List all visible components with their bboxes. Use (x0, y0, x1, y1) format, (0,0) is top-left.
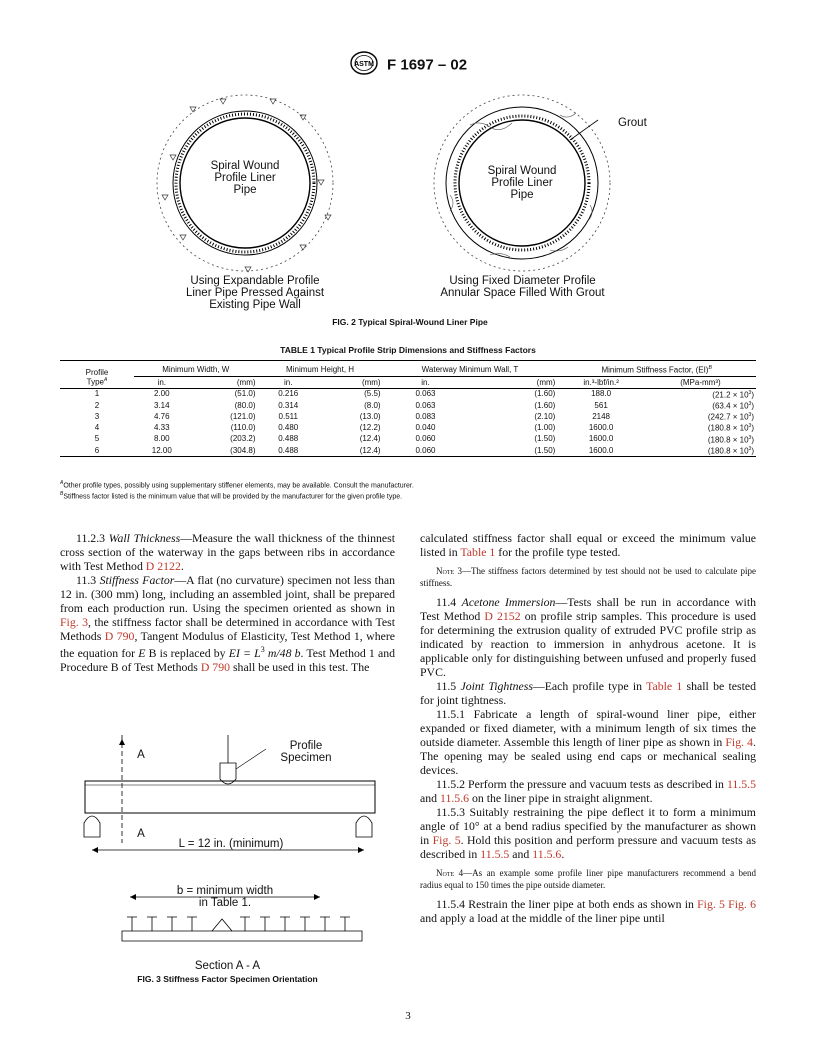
unit-header: in. (383, 376, 469, 388)
table-cell: (13.0) (359, 411, 381, 421)
figure-2 (150, 85, 670, 335)
table-cell: 0.040 (415, 423, 436, 433)
figure-3-a-top: A (137, 749, 145, 761)
table-cell: 1600.0 (557, 445, 645, 457)
table-cell: (110.0) (230, 423, 256, 433)
unit-header: in. (134, 376, 190, 388)
table-cell: 0.063 (415, 400, 436, 410)
table-cell: 1 (94, 389, 100, 399)
profile-type-header: Profile Type$^A$ (60, 361, 134, 389)
unit-header: in. (258, 376, 319, 388)
link-11-5-5[interactable]: 11.5.5 (726, 777, 756, 791)
table-cell: (12.2) (359, 423, 381, 433)
standard-designation: F 1697 – 02 (387, 56, 468, 74)
table-row (60, 434, 756, 445)
note-3: Note 3—The stiffness factors determined by test should not be used to calculate pipe stiffness. (420, 566, 756, 588)
figure-2-right-caption: Using Fixed Diameter Profile Annular Space Filled With Grout (440, 275, 605, 299)
figure-2-left-caption: Using Expandable Profile Liner Pipe Pressed Against Existing Pipe Wall (185, 275, 325, 311)
table-cell: (203.2) (230, 434, 256, 444)
table-cell: $(242.7 \times 10^3)$ (707, 412, 754, 422)
para-11-5-4: 11.5.4 Restrain the liner pipe at both ends as shown in Fig. 5 Fig. 6 and apply a load at the middle of the liner pipe until (420, 897, 756, 925)
table-cell: 2.00 (154, 389, 170, 399)
table-1-title: TABLE 1 Typical Profile Strip Dimensions and Stiffness Factors (280, 345, 536, 355)
note-4: Note 4—As an example some profile liner pipe manufacturers recommend a bend radius equal to 150 times the pipe outside diameter. (420, 868, 757, 890)
table-cell: 0.060 (415, 434, 436, 444)
link-d2152[interactable]: D 2152 (484, 609, 521, 623)
table-cell: $(21.2 \times 10^3)$ (712, 389, 754, 400)
footnote-a: $^A$Other profile types, possibly using supplementary stiffener elements, may be available. Consult the manufacturer. (60, 480, 414, 490)
table-cell: 188.0 (591, 389, 612, 399)
unit-header: (mm) (190, 376, 258, 388)
figure-2-left-label: Spiral Wound Profile Liner Pipe (210, 160, 280, 196)
table-row (60, 422, 756, 433)
table-cell: 0.083 (415, 411, 436, 421)
table-cell: $(180.8 \times 10^3)$ (707, 434, 754, 445)
table-cell: (1.60) (534, 400, 556, 410)
table-cell: 4.76 (154, 411, 170, 421)
table-cell: 0.314 (278, 400, 299, 410)
table-cell: $(180.8 \times 10^3)$ (645, 445, 756, 457)
figure-3-section-label: Section A - A (194, 960, 261, 972)
table-row (60, 445, 756, 457)
table-cell: 8.00 (154, 434, 170, 444)
table-cell: (121.0) (230, 411, 256, 421)
figure-3-length-label: L = 12 in. (minimum) (178, 838, 284, 850)
table-row (60, 388, 756, 400)
figure-2-grout-label: Grout (618, 117, 647, 129)
link-fig-6[interactable]: Fig. 6 (728, 897, 756, 911)
table-cell: 3.14 (154, 400, 170, 410)
table-cell: (1.50) (534, 434, 556, 444)
unit-header: (mm) (468, 376, 557, 388)
footnote-b: $^B$Stiffness factor listed is the minimum value that will be provided by the manufacturer for the given profile type. (60, 491, 403, 501)
table-cell: 4 (94, 423, 100, 433)
figure-3 (60, 735, 395, 990)
figure-2-caption: FIG. 2 Typical Spiral-Wound Liner Pipe (332, 317, 488, 327)
table-cell: 0.480 (278, 423, 299, 433)
table-cell: $(63.4 \times 10^3)$ (712, 400, 754, 411)
table-cell: (12.4) (319, 445, 383, 457)
link-table-1[interactable]: Table 1 (646, 679, 683, 693)
group-stiffness: Minimum Stiffness Factor, (EI)$^B$ (557, 361, 756, 377)
table-cell: (51.0) (234, 389, 256, 399)
table-cell: 0.488 (258, 445, 319, 457)
table-cell: 3 (94, 411, 100, 421)
figure-2-right-label: Spiral Wound Profile Liner Pipe (487, 165, 557, 201)
figure-3-profile-label: Profile Specimen (280, 740, 332, 764)
table-cell: (12.4) (359, 434, 381, 444)
table-cell: 5 (94, 434, 100, 444)
para-11-5-3: 11.5.3 Suitably restraining the pipe deflect it to form a minimum angle of 10° at a bend radius specified by the manufacturer as shown in Fig. 5. Hold this position and perform pressure and vacuum tests as described in 11.5.5 and 11.5.6. (420, 805, 756, 861)
group-height: Minimum Height, H (258, 361, 383, 377)
table-cell: 0.060 (383, 445, 469, 457)
para-11-2-3: 11.2.3 Wall Thickness—Measure the wall thickness of the thinnest cross section of the waterway in the gaps between ribs in accordance with Test Method D 2122. (60, 531, 396, 573)
table-cell: 1600.0 (588, 423, 614, 433)
svg-text:ASTM: ASTM (353, 60, 374, 68)
link-d2122[interactable]: D 2122 (145, 559, 181, 573)
group-wall: Waterway Minimum Wall, T (383, 361, 558, 377)
table-cell: (2.10) (534, 411, 556, 421)
page-number: 3 (405, 1010, 411, 1022)
para-11-5: 11.5 Joint Tightness—Each profile type in Table 1 shall be tested for joint tightness. (420, 679, 757, 707)
table-cell: (80.0) (234, 400, 256, 410)
link-fig-3[interactable]: Fig. 3 (60, 615, 88, 629)
para-11-5-2: 11.5.2 Perform the pressure and vacuum tests as described in 11.5.5 and 11.5.6 on the liner pipe in straight alignment. (420, 777, 756, 805)
link-11-5-5[interactable]: 11.5.5 (480, 847, 510, 861)
table-cell: 561 (594, 400, 608, 410)
table-cell: (5.5) (364, 389, 381, 399)
table-cell: 0.216 (278, 389, 299, 399)
link-fig-5[interactable]: Fig. 5 (432, 833, 461, 847)
page-header (0, 50, 816, 80)
table-cell: 0.488 (278, 434, 299, 444)
table-cell: 6 (60, 445, 134, 457)
table-cell: 0.511 (278, 411, 298, 421)
link-d790[interactable]: D 790 (104, 629, 135, 643)
unit-header: in.³-lbf/in.² (557, 376, 645, 388)
table-row (60, 400, 756, 411)
table-cell: 2148 (592, 411, 610, 421)
group-width: Minimum Width, W (134, 361, 258, 377)
unit-header: (MPa-mm³) (645, 376, 756, 388)
table-cell: (304.8) (190, 445, 258, 457)
table-cell: (1.50) (468, 445, 557, 457)
table-cell: (1.60) (534, 389, 556, 399)
table-cell: $(180.8 \times 10^3)$ (707, 423, 754, 434)
link-table-1[interactable]: Table 1 (460, 545, 496, 559)
right-column-text (420, 531, 756, 925)
para-11-3: 11.3 Stiffness Factor—A flat (no curvature) specimen not less than 12 in. (300 mm) long, including an assembled joint, shall be prepared from each production run. Using the specimen oriented as shown in Fig. 3, the stiffness factor shall be determined in accordance with Test Methods D 790, Tangent Modulus of Elasticity, Test Method 1, where the equation for E B is replaced by EI = $L^3$ m/48 b. Test Method 1 and Procedure B of Test Methods D 790 shall be used in this test. The (60, 573, 396, 674)
link-fig-4[interactable]: Fig. 4 (725, 735, 754, 749)
link-fig-5[interactable]: Fig. 5 (697, 897, 725, 911)
figure-3-a-bottom: A (137, 828, 145, 840)
link-11-5-6[interactable]: 11.5.6 (439, 791, 470, 805)
table-cell: (1.00) (534, 423, 556, 433)
para-continued: calculated stiffness factor shall equal or exceed the minimum value listed in Table 1 for the profile type tested. (420, 531, 756, 559)
astm-logo (349, 50, 379, 80)
table-1-footnotes (60, 479, 756, 502)
table-cell: 0.063 (415, 389, 436, 399)
table-1 (60, 360, 756, 457)
left-column-text (60, 531, 395, 674)
table-row (60, 411, 756, 422)
figure-3-width-label: b = minimum width in Table 1. (176, 885, 274, 909)
table-cell: 2 (94, 400, 100, 410)
para-11-4: 11.4 Acetone Immersion—Tests shall be run in accordance with Test Method D 2152 on profile strip samples. This procedure is used for determining the extrusion quality of extruded PVC profile strip as indicated by reaction to immersion in anhydrous acetone. It is applicable only for distinguishing between unfused and properly fused PVC. (420, 595, 757, 679)
table-cell: 1600.0 (588, 434, 614, 444)
table-cell: (8.0) (364, 400, 381, 410)
table-cell: 4.33 (154, 423, 170, 433)
table-cell: 12.00 (134, 445, 190, 457)
link-d790[interactable]: D 790 (200, 659, 230, 674)
link-11-5-6[interactable]: 11.5.6 (532, 847, 562, 861)
figure-3-caption: FIG. 3 Stiffness Factor Specimen Orientation (137, 974, 318, 984)
para-11-5-1: 11.5.1 Fabricate a length of spiral-wound liner pipe, either expanded or fixed diameter, with a minimum length of six times the outside diameter. Assemble this length of liner pipe as shown in Fig. 4. The opening may be sealed using end caps or mechanical sealing devices. (420, 707, 756, 777)
unit-header: (mm) (319, 376, 383, 388)
